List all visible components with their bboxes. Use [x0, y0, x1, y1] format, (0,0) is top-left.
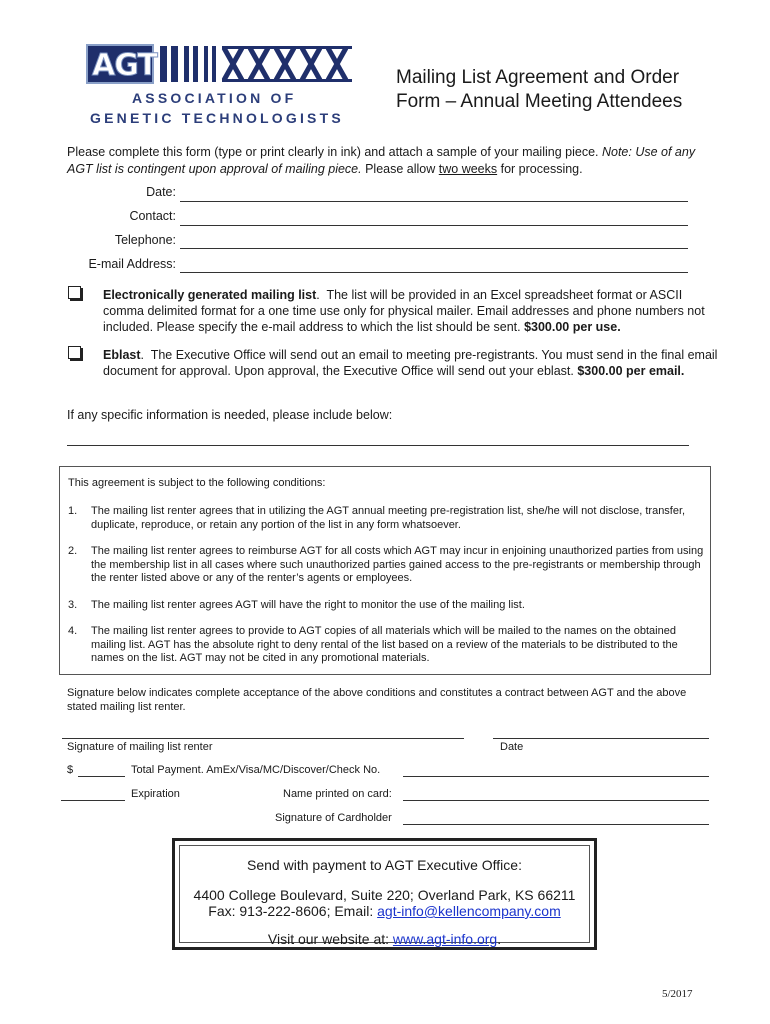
option-price: $300.00 per email.: [577, 364, 685, 378]
check-number-field[interactable]: [403, 776, 709, 777]
specific-info-label: If any specific information is needed, please include below:: [67, 408, 393, 422]
condition-text: The mailing list renter agrees that in utilizing the AGT annual meeting pre-registration list, she/he will not disclose, transfer, duplicate, reproduce, or retain any portion of the list in any form whatsoever.: [91, 505, 686, 531]
website-prefix: Visit our website at:: [267, 931, 390, 947]
condition-item: [68, 505, 704, 532]
email-link[interactable]: agt-info@kellencompany.com: [377, 903, 561, 919]
option-price: $300.00 per use.: [524, 320, 621, 334]
contact-label: Contact:: [129, 209, 176, 223]
logo-org-line1: ASSOCIATION OF: [132, 90, 297, 106]
total-payment-label: Total Payment. AmEx/Visa/MC/Discover/Check No.: [131, 764, 381, 776]
send-payment-box: [172, 838, 597, 950]
condition-text: The mailing list renter agrees to provide to AGT copies of all materials which will be mailed to the names on the obtained mailing list. AGT has the absolute right to deny rental of the list based on a review of the materials to be distributed to the names on the list. AGT may not be cited in any promotional materials.: [91, 625, 678, 664]
specific-info-field[interactable]: [67, 445, 689, 446]
email-field[interactable]: [180, 272, 688, 273]
conditions-header: This agreement is subject to the following conditions:: [68, 477, 326, 489]
option-electronic-list: Electronically generated mailing list. The list will be provided in an Excel spreadsheet format or ASCII comma delimited format for a one time use only for physical mailer. Email addresses and phone numbers not included. Please specify the e-mail address to which the list should be sent. $300.00 per use.: [68, 287, 718, 335]
form-title-line2: Form – Annual Meeting Attendees: [396, 91, 683, 112]
condition-number: 1.: [68, 505, 78, 517]
date-label-signature: Date: [500, 741, 524, 753]
expiration-label: Expiration: [131, 788, 180, 800]
option-title: Electronically generated mailing list: [103, 288, 317, 302]
email-label: E-mail Address:: [88, 257, 176, 271]
conditions-box: [59, 466, 711, 675]
condition-number: 4.: [68, 625, 78, 637]
telephone-label: Telephone:: [114, 233, 176, 247]
condition-item: [68, 625, 704, 666]
intro-part2: Please allow: [365, 161, 436, 176]
website-link[interactable]: www.agt-info.org: [392, 931, 498, 947]
name-on-card-field[interactable]: [403, 800, 709, 801]
intro-part1: Please complete this form (type or print clearly in ink) and attach a sample of your mailing piece.: [67, 145, 599, 159]
date-label: Date:: [146, 185, 176, 199]
logo-dna-bars-icon: [158, 46, 358, 82]
form-title: [396, 66, 682, 114]
intro-underlined: two weeks: [438, 161, 498, 176]
logo-acronym-box: [86, 44, 157, 84]
payment-amount-field[interactable]: [78, 776, 125, 777]
date-field[interactable]: [180, 201, 688, 202]
agt-logo: [86, 44, 358, 128]
contact-field[interactable]: [180, 225, 688, 226]
renter-signature-label: Signature of mailing list renter: [67, 741, 213, 753]
send-heading: Send with payment to AGT Executive Office:: [247, 857, 522, 873]
logo-acronym: AGT: [92, 48, 157, 83]
condition-number: 2.: [68, 545, 78, 557]
signature-date-field[interactable]: [493, 738, 709, 739]
website-suffix: .: [497, 931, 502, 947]
send-fax: Fax: 913-222-8606; Email:: [208, 903, 374, 919]
checkbox-electronic-list[interactable]: [68, 286, 81, 299]
name-on-card-label: Name printed on card:: [283, 788, 392, 800]
renter-signature-field[interactable]: [62, 738, 464, 739]
signature-note: Signature below indicates complete acceptance of the above conditions and constitutes a contract between AGT and the above stated mailing list renter.: [67, 687, 687, 713]
option-text: The Executive Office will send out an email to meeting pre-registrants. You must send in the final email document for approval. Upon approval, the Executive Office will send out your eblast.: [103, 348, 718, 378]
expiration-field[interactable]: [61, 800, 125, 801]
checkbox-eblast[interactable]: [68, 346, 81, 359]
option-text: The list will be provided in an Excel spreadsheet format or ASCII comma delimited format for a one time use only for physical mailer. Email addresses and phone numbers not included. Please specify the e-mail address to which the list should be sent.: [103, 288, 705, 334]
intro-note: Note: Use of any AGT list is contingent upon approval of mailing piece.: [67, 145, 696, 176]
intro-paragraph: [67, 144, 717, 177]
dollar-sign: $: [67, 764, 74, 776]
option-eblast: Eblast. The Executive Office will send out an email to meeting pre-registrants. You must send in the final email document for approval. Upon approval, the Executive Office will send out your eblast. $300.00 per email.: [68, 347, 718, 379]
condition-number: 3.: [68, 599, 78, 611]
condition-item: [68, 599, 704, 613]
send-address: 4400 College Boulevard, Suite 220; Overland Park, KS 66211: [193, 887, 576, 903]
option-title: Eblast: [103, 348, 141, 362]
condition-text: The mailing list renter agrees AGT will have the right to monitor the use of the mailing list.: [91, 599, 525, 611]
condition-text: The mailing list renter agrees to reimburse AGT for all costs which AGT may incur in enjoining unauthorized parties from using the membership list in all cases where such unauthorized parties gained access to the pre-registrants or membership through the renter listed above or any of the renter’s agents or employees.: [91, 545, 704, 584]
intro-part3: for processing.: [500, 161, 583, 176]
form-revision-date: 5/2017: [662, 988, 693, 1000]
cardholder-signature-field[interactable]: [403, 824, 709, 825]
form-title-line1: Mailing List Agreement and Order: [396, 67, 680, 88]
logo-org-line2: GENETIC TECHNOLOGISTS: [90, 110, 344, 126]
condition-item: [68, 545, 704, 586]
cardholder-signature-label: Signature of Cardholder: [275, 812, 392, 824]
telephone-field[interactable]: [180, 248, 688, 249]
